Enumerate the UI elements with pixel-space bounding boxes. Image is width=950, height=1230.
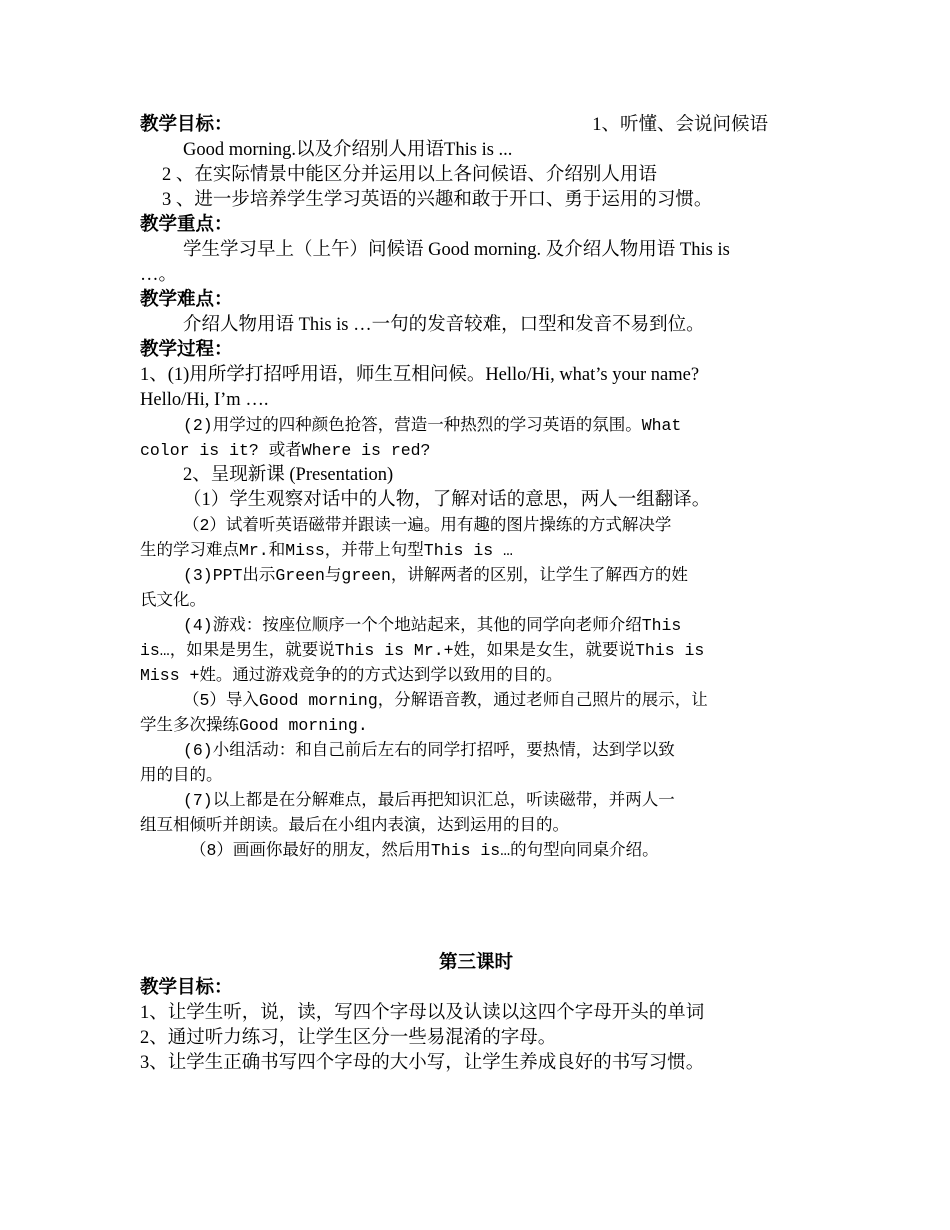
presentation-sub-8: （8）画画你最好的朋友，然后用This is…的句型向同桌介绍。 bbox=[190, 841, 659, 860]
presentation-sub-4: (4)游戏：按座位顺序一个个地站起来，其他的同学向老师介绍This bbox=[183, 616, 682, 635]
lesson3-objective-3: 3、让学生正确书写四个字母的大小写，让学生养成良好的书写习惯。 bbox=[140, 1053, 705, 1073]
difficulty-text: 介绍人物用语 This is …一句的发音较难，口型和发音不易到位。 bbox=[183, 315, 705, 335]
presentation-sub-7-cont: 组互相倾听并朗读。最后在小组内表演，达到运用的目的。 bbox=[140, 816, 569, 835]
objective-heading: 教学目标： bbox=[140, 115, 233, 135]
objective-item-3: 3 、进一步培养学生学习英语的兴趣和敢于开口、勇于运用的习惯。 bbox=[162, 190, 713, 210]
difficulty-heading: 教学难点： bbox=[140, 290, 233, 310]
presentation-sub-7: (7)以上都是在分解难点，最后再把知识汇总，听读磁带，并两人一 bbox=[183, 791, 675, 810]
objective-item-1b: Good morning.以及介绍别人用语This is ... bbox=[183, 140, 513, 160]
process-step-2: 2、呈现新课 (Presentation) bbox=[183, 465, 394, 485]
lesson3-objective-2: 2、通过听力练习，让学生区分一些易混淆的字母。 bbox=[140, 1028, 557, 1048]
presentation-sub-5: （5）导入Good morning，分解语音教，通过老师自己照片的展示，让 bbox=[183, 691, 708, 710]
process-step-1-cont: Hello/Hi, I’m …. bbox=[140, 390, 269, 410]
lesson3-title: 第三课时 bbox=[438, 953, 513, 973]
document-page bbox=[140, 113, 812, 1076]
presentation-sub-2-cont: 生的学习难点Mr.和Miss，并带上句型This is … bbox=[140, 541, 513, 560]
presentation-sub-6: (6)小组活动：和自己前后左右的同学打招呼，要热情，达到学以致 bbox=[183, 741, 675, 760]
lesson3-objective-1: 1、让学生听，说，读，写四个字母以及认读以这四个字母开头的单词 bbox=[140, 1003, 705, 1023]
process-step-1-2: (2)用学过的四种颜色抢答，营造一种热烈的学习英语的氛围。What bbox=[183, 416, 682, 435]
key-points-text: 学生学习早上（上午）问候语 Good morning. 及介绍人物用语 This is bbox=[183, 240, 730, 260]
key-points-text-cont: …。 bbox=[140, 265, 178, 285]
presentation-sub-3: (3)PPT出示Green与green，讲解两者的区别，让学生了解西方的姓 bbox=[183, 566, 688, 585]
process-step-1: 1、(1)用所学打招呼用语，师生互相问候。Hello/Hi, what’s your name? bbox=[140, 365, 700, 385]
key-points-heading: 教学重点： bbox=[140, 215, 233, 235]
lesson3-objective-heading: 教学目标： bbox=[140, 978, 233, 998]
process-heading: 教学过程： bbox=[140, 340, 233, 360]
presentation-sub-1: （1）学生观察对话中的人物，了解对话的意思，两人一组翻译。 bbox=[183, 490, 711, 510]
objective-item-2: 2 、在实际情景中能区分并运用以上各问候语、介绍别人用语 bbox=[162, 165, 657, 185]
presentation-sub-2: （2）试着听英语磁带并跟读一遍。用有趣的图片操练的方式解决学 bbox=[183, 516, 672, 535]
objective-row bbox=[140, 113, 812, 138]
objective-item-1a: 1、听懂、会说问候语 bbox=[592, 115, 768, 135]
presentation-sub-4-cont: is…，如果是男生，就要说This is Mr.+姓，如果是女生，就要说This is bbox=[140, 641, 705, 660]
presentation-sub-4-cont2: Miss +姓。通过游戏竞争的的方式达到学以致用的目的。 bbox=[140, 666, 563, 685]
section-spacer bbox=[140, 863, 812, 951]
presentation-sub-3-cont: 氏文化。 bbox=[140, 591, 206, 610]
presentation-sub-6-cont: 用的目的。 bbox=[140, 766, 223, 785]
process-step-1-2-cont: color is it? 或者Where is red? bbox=[140, 441, 431, 460]
presentation-sub-5-cont: 学生多次操练Good morning. bbox=[140, 716, 368, 735]
